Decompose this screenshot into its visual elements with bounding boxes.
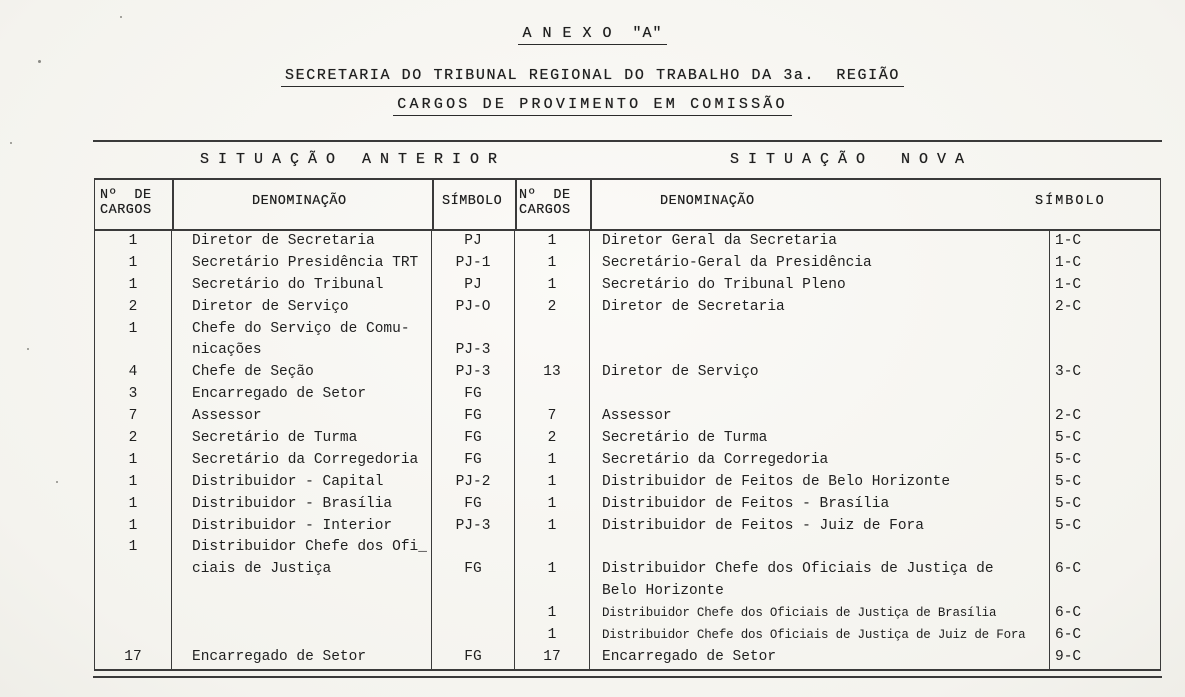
header-divider (172, 180, 174, 229)
prev-denomination: Distribuidor - Interior (172, 516, 432, 538)
prev-denomination: Secretário Presidência TRT (172, 253, 432, 275)
new-symbol (1050, 384, 1160, 406)
new-denomination (590, 537, 1050, 559)
new-symbol (1050, 537, 1160, 559)
new-count: 2 (515, 428, 590, 450)
prev-denomination (172, 603, 432, 625)
new-denomination (590, 319, 1050, 341)
header-prev-count-line1: Nº DE (100, 188, 152, 203)
table-row (95, 625, 1160, 647)
prev-symbol (432, 319, 515, 341)
new-count: 2 (515, 297, 590, 319)
prev-denomination: Assessor (172, 406, 432, 428)
prev-count: 7 (95, 406, 172, 428)
prev-denomination: Distribuidor - Brasília (172, 494, 432, 516)
scan-speck (27, 348, 29, 350)
prev-count (95, 625, 172, 647)
table-row (95, 581, 1160, 603)
new-denomination: Distribuidor Chefe dos Oficiais de Justiça de Juiz de Fora (590, 625, 1050, 647)
document-title: A N E X O "A" (518, 25, 666, 45)
new-symbol: 5-C (1055, 495, 1082, 512)
prev-symbol: FG (432, 450, 515, 472)
header-prev-count-line2: CARGOS (100, 203, 152, 218)
new-count: 1 (515, 231, 590, 253)
new-symbol (1050, 581, 1160, 603)
scan-speck (38, 60, 41, 63)
new-symbol: 9-C (1055, 648, 1082, 665)
new-denomination: Encarregado de Setor (590, 647, 1050, 669)
prev-denomination: Secretário do Tribunal (172, 275, 432, 297)
prev-count: 2 (95, 297, 172, 319)
positions-table (94, 178, 1161, 671)
prev-count (95, 603, 172, 625)
new-symbol: 2-C (1055, 298, 1082, 315)
prev-denomination: Encarregado de Setor (172, 384, 432, 406)
new-denomination: Secretário de Turma (590, 428, 1050, 450)
table-row (95, 340, 1160, 362)
prev-symbol (432, 625, 515, 647)
new-denomination: Secretário do Tribunal Pleno (590, 275, 1050, 297)
prev-count: 4 (95, 362, 172, 384)
table-row (95, 428, 1160, 450)
new-count: 1 (515, 625, 590, 647)
prev-symbol: FG (432, 428, 515, 450)
new-count: 1 (515, 472, 590, 494)
prev-symbol: PJ (432, 275, 515, 297)
prev-count: 1 (95, 494, 172, 516)
prev-denomination: Chefe do Serviço de Comu- (172, 319, 432, 341)
prev-symbol: PJ-2 (432, 472, 515, 494)
new-count: 1 (515, 516, 590, 538)
prev-count: 2 (95, 428, 172, 450)
header-divider (432, 180, 434, 229)
new-denomination: Distribuidor Chefe dos Oficiais de Justiça de (590, 559, 1050, 581)
table-row (95, 603, 1160, 625)
prev-count: 1 (95, 450, 172, 472)
table-row (95, 253, 1160, 275)
new-count: 1 (515, 603, 590, 625)
header-new-count-line1: Nº DE (519, 188, 571, 203)
new-count (515, 384, 590, 406)
table-row (95, 516, 1160, 538)
table-row (95, 647, 1160, 669)
prev-count: 1 (95, 472, 172, 494)
new-symbol: 5-C (1055, 517, 1082, 534)
prev-symbol (432, 603, 515, 625)
table-body (95, 231, 1160, 669)
new-denomination: Secretário da Corregedoria (590, 450, 1050, 472)
prev-symbol: PJ-3 (432, 362, 515, 384)
scan-speck (120, 16, 122, 18)
section-titles (0, 151, 1185, 173)
prev-symbol: FG (432, 559, 515, 581)
new-count: 1 (515, 559, 590, 581)
prev-denomination: Diretor de Secretaria (172, 231, 432, 253)
table-row (95, 275, 1160, 297)
prev-count: 1 (95, 537, 172, 559)
prev-symbol (432, 537, 515, 559)
document-subtitle-cargos: CARGOS DE PROVIMENTO EM COMISSÃO (393, 96, 791, 116)
prev-symbol: FG (432, 406, 515, 428)
new-symbol (1050, 340, 1160, 362)
new-denomination (590, 384, 1050, 406)
prev-symbol: PJ-O (432, 297, 515, 319)
section-title-situacao-nova: S I T U A Ç Ã O N O V A (730, 151, 965, 168)
new-count: 7 (515, 406, 590, 428)
new-symbol (1050, 319, 1160, 341)
prev-symbol: PJ-3 (432, 516, 515, 538)
table-row (95, 231, 1160, 253)
header-new-symbol: SÍMBOLO (1035, 194, 1106, 209)
table-row (95, 537, 1160, 559)
prev-count: 1 (95, 319, 172, 341)
new-symbol: 1-C (1055, 276, 1082, 293)
new-symbol: 6-C (1055, 561, 1082, 578)
header-prev-denomination: DENOMINAÇÃO (252, 194, 347, 209)
scan-speck (10, 142, 12, 144)
table-row (95, 297, 1160, 319)
section-title-situacao-anterior: S I T U A Ç Ã O A N T E R I O R (200, 151, 498, 168)
prev-symbol: FG (432, 384, 515, 406)
header-prev-symbol: SÍMBOLO (442, 194, 503, 209)
document-subtitle-secretaria: SECRETARIA DO TRIBUNAL REGIONAL DO TRABALHO DA 3a. REGIÃO (281, 67, 904, 87)
new-denomination: Distribuidor de Feitos de Belo Horizonte (590, 472, 1050, 494)
document-titles (0, 24, 1185, 116)
new-symbol: 6-C (1055, 627, 1082, 644)
new-denomination: Diretor Geral da Secretaria (590, 231, 1050, 253)
new-symbol: 6-C (1055, 605, 1082, 622)
prev-symbol: PJ-1 (432, 253, 515, 275)
new-denomination: Belo Horizonte (590, 581, 1050, 603)
prev-count: 1 (95, 231, 172, 253)
new-count: 1 (515, 494, 590, 516)
prev-denomination: Chefe de Seção (172, 362, 432, 384)
prev-symbol: PJ (432, 231, 515, 253)
prev-count (95, 581, 172, 603)
table-row (95, 319, 1160, 341)
table-row (95, 406, 1160, 428)
new-denomination: Distribuidor de Feitos - Juiz de Fora (590, 516, 1050, 538)
new-symbol: 5-C (1055, 451, 1082, 468)
header-new-count-line2: CARGOS (519, 203, 571, 218)
prev-count (95, 340, 172, 362)
prev-denomination: Secretário de Turma (172, 428, 432, 450)
prev-denomination: Distribuidor Chefe dos Ofi_ (172, 537, 432, 559)
prev-denomination: Diretor de Serviço (172, 297, 432, 319)
new-count (515, 581, 590, 603)
new-denomination: Distribuidor Chefe dos Oficiais de Justiça de Brasília (590, 603, 1050, 625)
prev-symbol: FG (432, 647, 515, 669)
new-symbol: 2-C (1055, 408, 1082, 425)
prev-count (95, 559, 172, 581)
prev-denomination: Distribuidor - Capital (172, 472, 432, 494)
header-new-denomination: DENOMINAÇÃO (660, 194, 755, 209)
new-denomination: Diretor de Serviço (590, 362, 1050, 384)
new-count (515, 319, 590, 341)
prev-symbol: PJ-3 (432, 340, 515, 362)
header-new-count (519, 188, 571, 218)
prev-denomination: Encarregado de Setor (172, 647, 432, 669)
prev-count: 1 (95, 253, 172, 275)
table-header-row (95, 180, 1160, 231)
prev-count: 17 (95, 647, 172, 669)
table-row (95, 472, 1160, 494)
table-row (95, 384, 1160, 406)
header-divider (590, 180, 592, 229)
new-denomination: Diretor de Secretaria (590, 297, 1050, 319)
horizontal-rule-top (93, 140, 1162, 142)
new-count: 17 (515, 647, 590, 669)
new-symbol: 3-C (1055, 364, 1082, 381)
prev-denomination: ciais de Justiça (172, 559, 432, 581)
header-divider (515, 180, 517, 229)
new-symbol: 1-C (1055, 254, 1082, 271)
new-count: 1 (515, 253, 590, 275)
new-count (515, 340, 590, 362)
table-row (95, 450, 1160, 472)
horizontal-rule-bottom (93, 676, 1162, 678)
new-count (515, 537, 590, 559)
new-denomination: Distribuidor de Feitos - Brasília (590, 494, 1050, 516)
prev-count: 1 (95, 275, 172, 297)
prev-count: 3 (95, 384, 172, 406)
new-symbol: 5-C (1055, 473, 1082, 490)
new-denomination: Secretário-Geral da Presidência (590, 253, 1050, 275)
table-row (95, 362, 1160, 384)
new-count: 13 (515, 362, 590, 384)
new-count: 1 (515, 275, 590, 297)
scan-speck (56, 481, 58, 483)
header-prev-count (100, 188, 152, 218)
prev-denomination: nicações (172, 340, 432, 362)
new-denomination: Assessor (590, 406, 1050, 428)
table-row (95, 494, 1160, 516)
prev-denomination (172, 625, 432, 647)
prev-denomination: Secretário da Corregedoria (172, 450, 432, 472)
new-count: 1 (515, 450, 590, 472)
new-denomination (590, 340, 1050, 362)
new-symbol: 1-C (1055, 233, 1082, 249)
table-row (95, 559, 1160, 581)
prev-denomination (172, 581, 432, 603)
prev-symbol (432, 581, 515, 603)
new-symbol: 5-C (1055, 430, 1082, 447)
prev-symbol: FG (432, 494, 515, 516)
prev-count: 1 (95, 516, 172, 538)
